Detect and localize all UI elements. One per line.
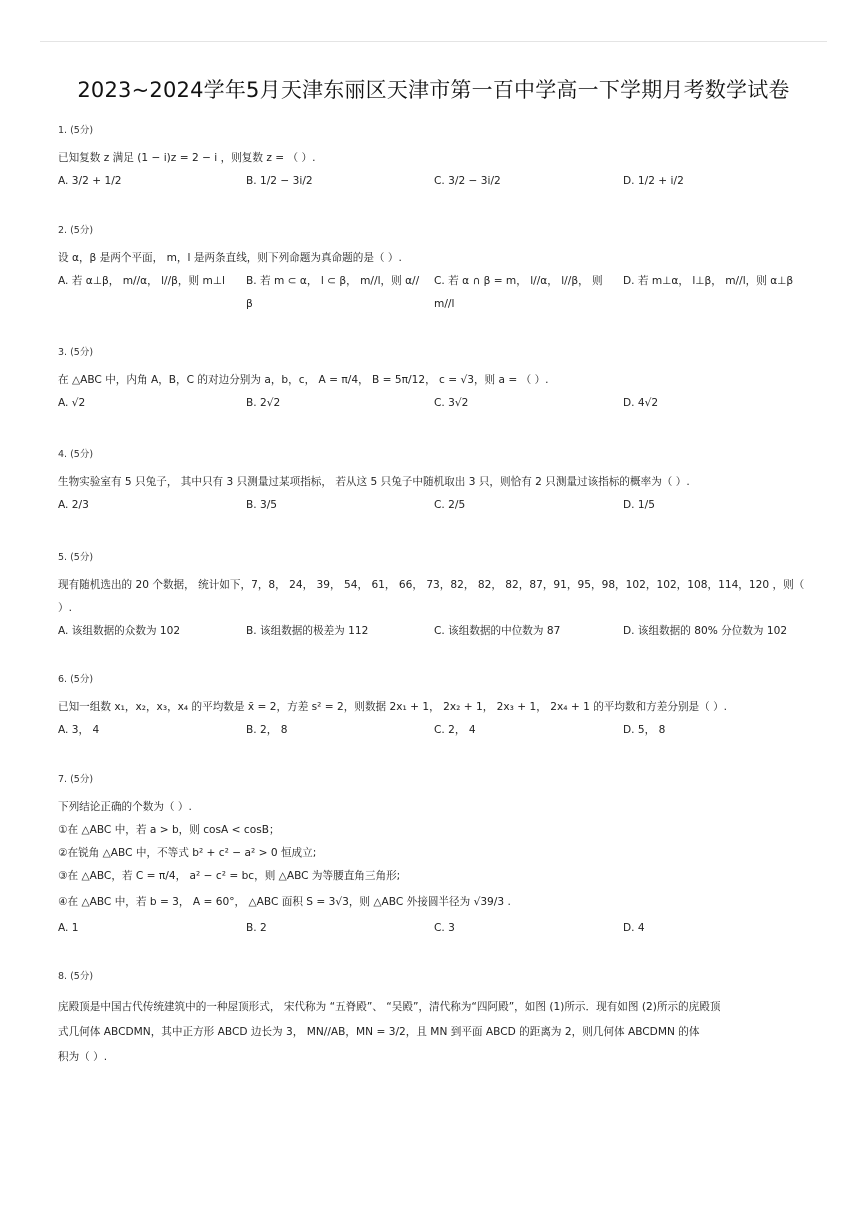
question-header: 1. (5分) (58, 125, 94, 136)
top-divider (40, 41, 827, 42)
option-b[interactable]: B. 2， 8 (246, 724, 288, 736)
option-a[interactable]: A. 3， 4 (58, 724, 100, 736)
option-c[interactable]: C. 3√2 (434, 397, 469, 409)
option-b[interactable]: B. 3/5 (246, 499, 278, 511)
question-header: 8. (5分) (58, 971, 94, 982)
question-stem: 已知复数 z 满足 (1 − i)z = 2 − i ，则复数 z = （ ）. (58, 152, 316, 164)
question-header: 6. (5分) (58, 674, 94, 685)
question-8 (58, 968, 818, 1070)
option-a[interactable]: A. 该组数据的众数为 102 (58, 625, 181, 637)
option-a[interactable]: A. 2/3 (58, 499, 89, 511)
question-1 (58, 122, 818, 194)
option-c[interactable]: C. 该组数据的中位数为 87 (434, 625, 561, 637)
question-stem-line-2: 式几何体 ABCDMN，其中正方形 ABCD 边长为 3， MN//AB，MN = 3/2，且 MN 到平面 ABCD 的距离为 2，则几何体 ABCDMN 的体 (58, 1026, 700, 1038)
option-d[interactable]: D. 4 (623, 922, 645, 934)
question-header: 2. (5分) (58, 225, 94, 236)
option-b[interactable]: B. 2 (246, 922, 267, 934)
option-c[interactable]: C. 若 α ∩ β = m， l//α， l//β， 则 m//l (434, 275, 603, 310)
question-header: 5. (5分) (58, 552, 94, 563)
question-4 (58, 446, 818, 518)
statement-4: ④在 △ABC 中，若 b = 3， A = 60°， △ABC 面积 S = 3√3，则 △ABC 外接圆半径为 √39/3 . (58, 896, 511, 908)
option-b[interactable]: B. 2√2 (246, 397, 281, 409)
statement-2: ②在锐角 △ABC 中，不等式 b² + c² − a² > 0 恒成立; (58, 847, 317, 859)
question-stem: 下列结论正确的个数为（ ）. (58, 801, 192, 813)
option-a[interactable]: A. 3/2 + 1/2 (58, 175, 122, 187)
question-6 (58, 671, 818, 743)
question-header: 4. (5分) (58, 449, 94, 460)
question-stem: 已知一组数 x₁，x₂，x₃，x₄ 的平均数是 x̄ = 2，方差 s² = 2，则数据 2x₁ + 1， 2x₂ + 1， 2x₃ + 1， 2x₄ + 1 的平均数和方差分别是（ ）. (58, 701, 728, 713)
question-stem: 设 α，β 是两个平面， m，l 是两条直线，则下列命题为真命题的是（ ）. (58, 252, 402, 264)
question-stem: 生物实验室有 5 只兔子， 其中只有 3 只测量过某项指标， 若从这 5 只兔子中随机取出 3 只，则恰有 2 只测量过该指标的概率为（ ）. (58, 476, 690, 488)
option-d[interactable]: D. 5， 8 (623, 724, 666, 736)
option-d[interactable]: D. 若 m⊥α， l⊥β， m//l，则 α⊥β (623, 275, 794, 287)
option-a[interactable]: A. 若 α⊥β， m//α， l//β，则 m⊥l (58, 275, 225, 287)
statement-1: ①在 △ABC 中，若 a > b，则 cosA < cosB； (58, 824, 280, 836)
option-b[interactable]: B. 该组数据的极差为 112 (246, 625, 369, 637)
question-header: 3. (5分) (58, 347, 94, 358)
question-5 (58, 549, 818, 644)
page-title: 2023~2024学年5月天津东丽区天津市第一百中学高一下学期月考数学试卷 (77, 78, 790, 102)
option-c[interactable]: C. 3/2 − 3i/2 (434, 175, 501, 187)
option-d[interactable]: D. 1/2 + i/2 (623, 175, 684, 187)
option-a[interactable]: A. 1 (58, 922, 79, 934)
statement-3: ③在 △ABC，若 C = π/4， a² − c² = bc，则 △ABC 为等腰直角三角形; (58, 870, 401, 882)
option-d[interactable]: D. 4√2 (623, 397, 659, 409)
question-stem: 在 △ABC 中，内角 A，B，C 的对边分别为 a，b，c， A = π/4， B = 5π/12， c = √3，则 a = （ ）. (58, 374, 549, 386)
option-c[interactable]: C. 2， 4 (434, 724, 476, 736)
question-stem-line-3: 积为（ ）. (58, 1051, 108, 1063)
question-header: 7. (5分) (58, 774, 94, 785)
option-b[interactable]: B. 1/2 − 3i/2 (246, 175, 313, 187)
option-b[interactable]: B. 若 m ⊂ α， l ⊂ β， m//l，则 α//β (246, 275, 420, 310)
option-d[interactable]: D. 1/5 (623, 499, 655, 511)
question-stem: 现有随机选出的 20 个数据， 统计如下，7，8， 24， 39， 54， 61， 66， 73，82， 82， 82，87，91，95，98，102，102，108，114，120 ，则（ ）. (58, 579, 805, 614)
question-3 (58, 344, 818, 416)
question-7 (58, 771, 818, 941)
option-c[interactable]: C. 2/5 (434, 499, 466, 511)
option-a[interactable]: A. √2 (58, 397, 86, 409)
option-c[interactable]: C. 3 (434, 922, 455, 934)
question-2 (58, 222, 818, 316)
question-stem-line-1: 庑殿顶是中国古代传统建筑中的一种屋顶形式， 宋代称为 “五脊殿”、 “吴殿”，清代称为“四阿殿”，如图 (1)所示．现有如图 (2)所示的庑殿顶 (58, 1001, 721, 1013)
option-d[interactable]: D. 该组数据的 80% 分位数为 102 (623, 625, 788, 637)
